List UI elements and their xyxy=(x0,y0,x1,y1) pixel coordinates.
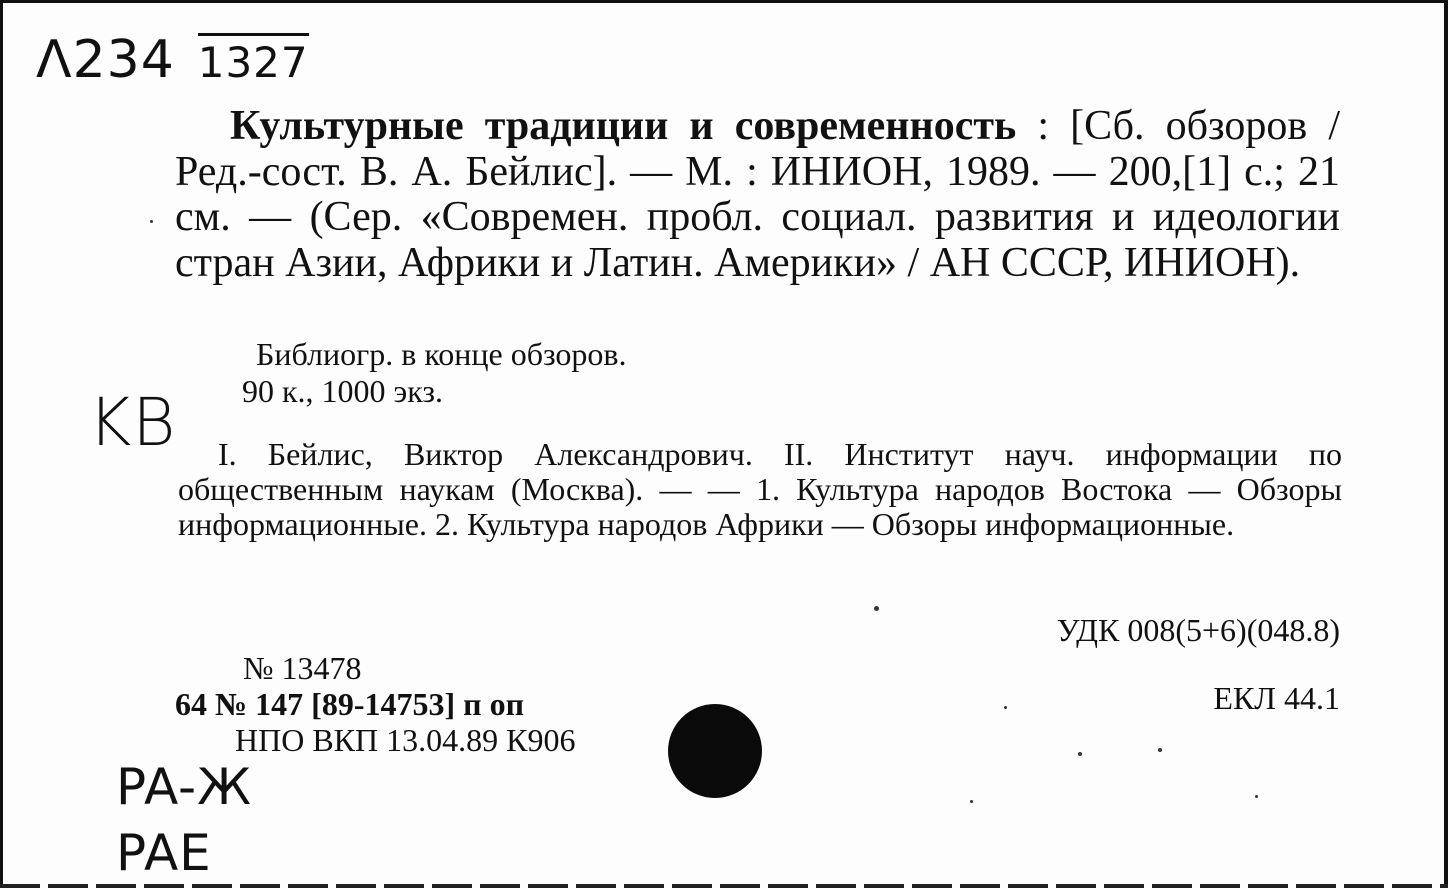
handwritten-code-main: Λ234 xyxy=(36,30,175,90)
entry-main xyxy=(175,104,1340,286)
card-border-left xyxy=(0,0,3,888)
ekl-code: ЕКЛ 44.1 xyxy=(1213,680,1340,716)
handwritten-code xyxy=(36,30,309,90)
note-bibliography: Библиогр. в конце обзоров. xyxy=(256,336,627,372)
udk-code: УДК 008(5+6)(048.8) xyxy=(1056,612,1340,648)
handwritten-bottom-line1: PA-Ж xyxy=(116,758,252,816)
card-border-top xyxy=(0,0,1448,3)
scan-speck xyxy=(1004,706,1007,709)
entry-body: : [Сб. обзоров / Ред.-сост. В. А. Бейлис]. — М. : ИНИОН, 1989. — 200,[1] с.; 21 см. — (Сер. «Современ. пробл. социал. развития и идеологии стран Азии, Африки и Латин. Америки» / АН СССР, ИНИОН). xyxy=(175,103,1341,286)
card-footer xyxy=(175,650,575,758)
scan-speck xyxy=(1158,748,1162,752)
entry-title: Культурные традиции и современность xyxy=(230,103,1017,149)
entry-subjects: I. Бейлис, Виктор Александрович. II. Институт науч. информации по общественным наукам (Москва). — — 1. Культура народов Востока — Обзоры информационные. 2. Культура народов Африки — Обзоры информационные. xyxy=(178,436,1342,542)
handwritten-side-mark: KB xyxy=(88,384,177,461)
note-price: 90 к., 1000 экз. xyxy=(242,373,444,409)
footer-printer: НПО ВКП 13.04.89 К906 xyxy=(235,722,576,758)
handwritten-code-overlined: 1327 xyxy=(198,33,309,87)
punch-hole xyxy=(668,704,762,798)
scan-speck xyxy=(874,606,879,611)
card-border-right xyxy=(1444,0,1448,888)
entry-notes xyxy=(242,336,627,410)
scan-speck xyxy=(1078,752,1082,756)
handwritten-bottom-line2: PAE xyxy=(116,824,212,882)
scan-speck xyxy=(1255,795,1258,798)
footer-number: № 13478 xyxy=(243,650,362,686)
card-border-bottom xyxy=(0,884,1448,888)
scan-speck xyxy=(970,800,973,803)
scan-speck xyxy=(150,220,153,223)
footer-order: 64 № 147 [89-14753] п оп xyxy=(175,686,524,722)
